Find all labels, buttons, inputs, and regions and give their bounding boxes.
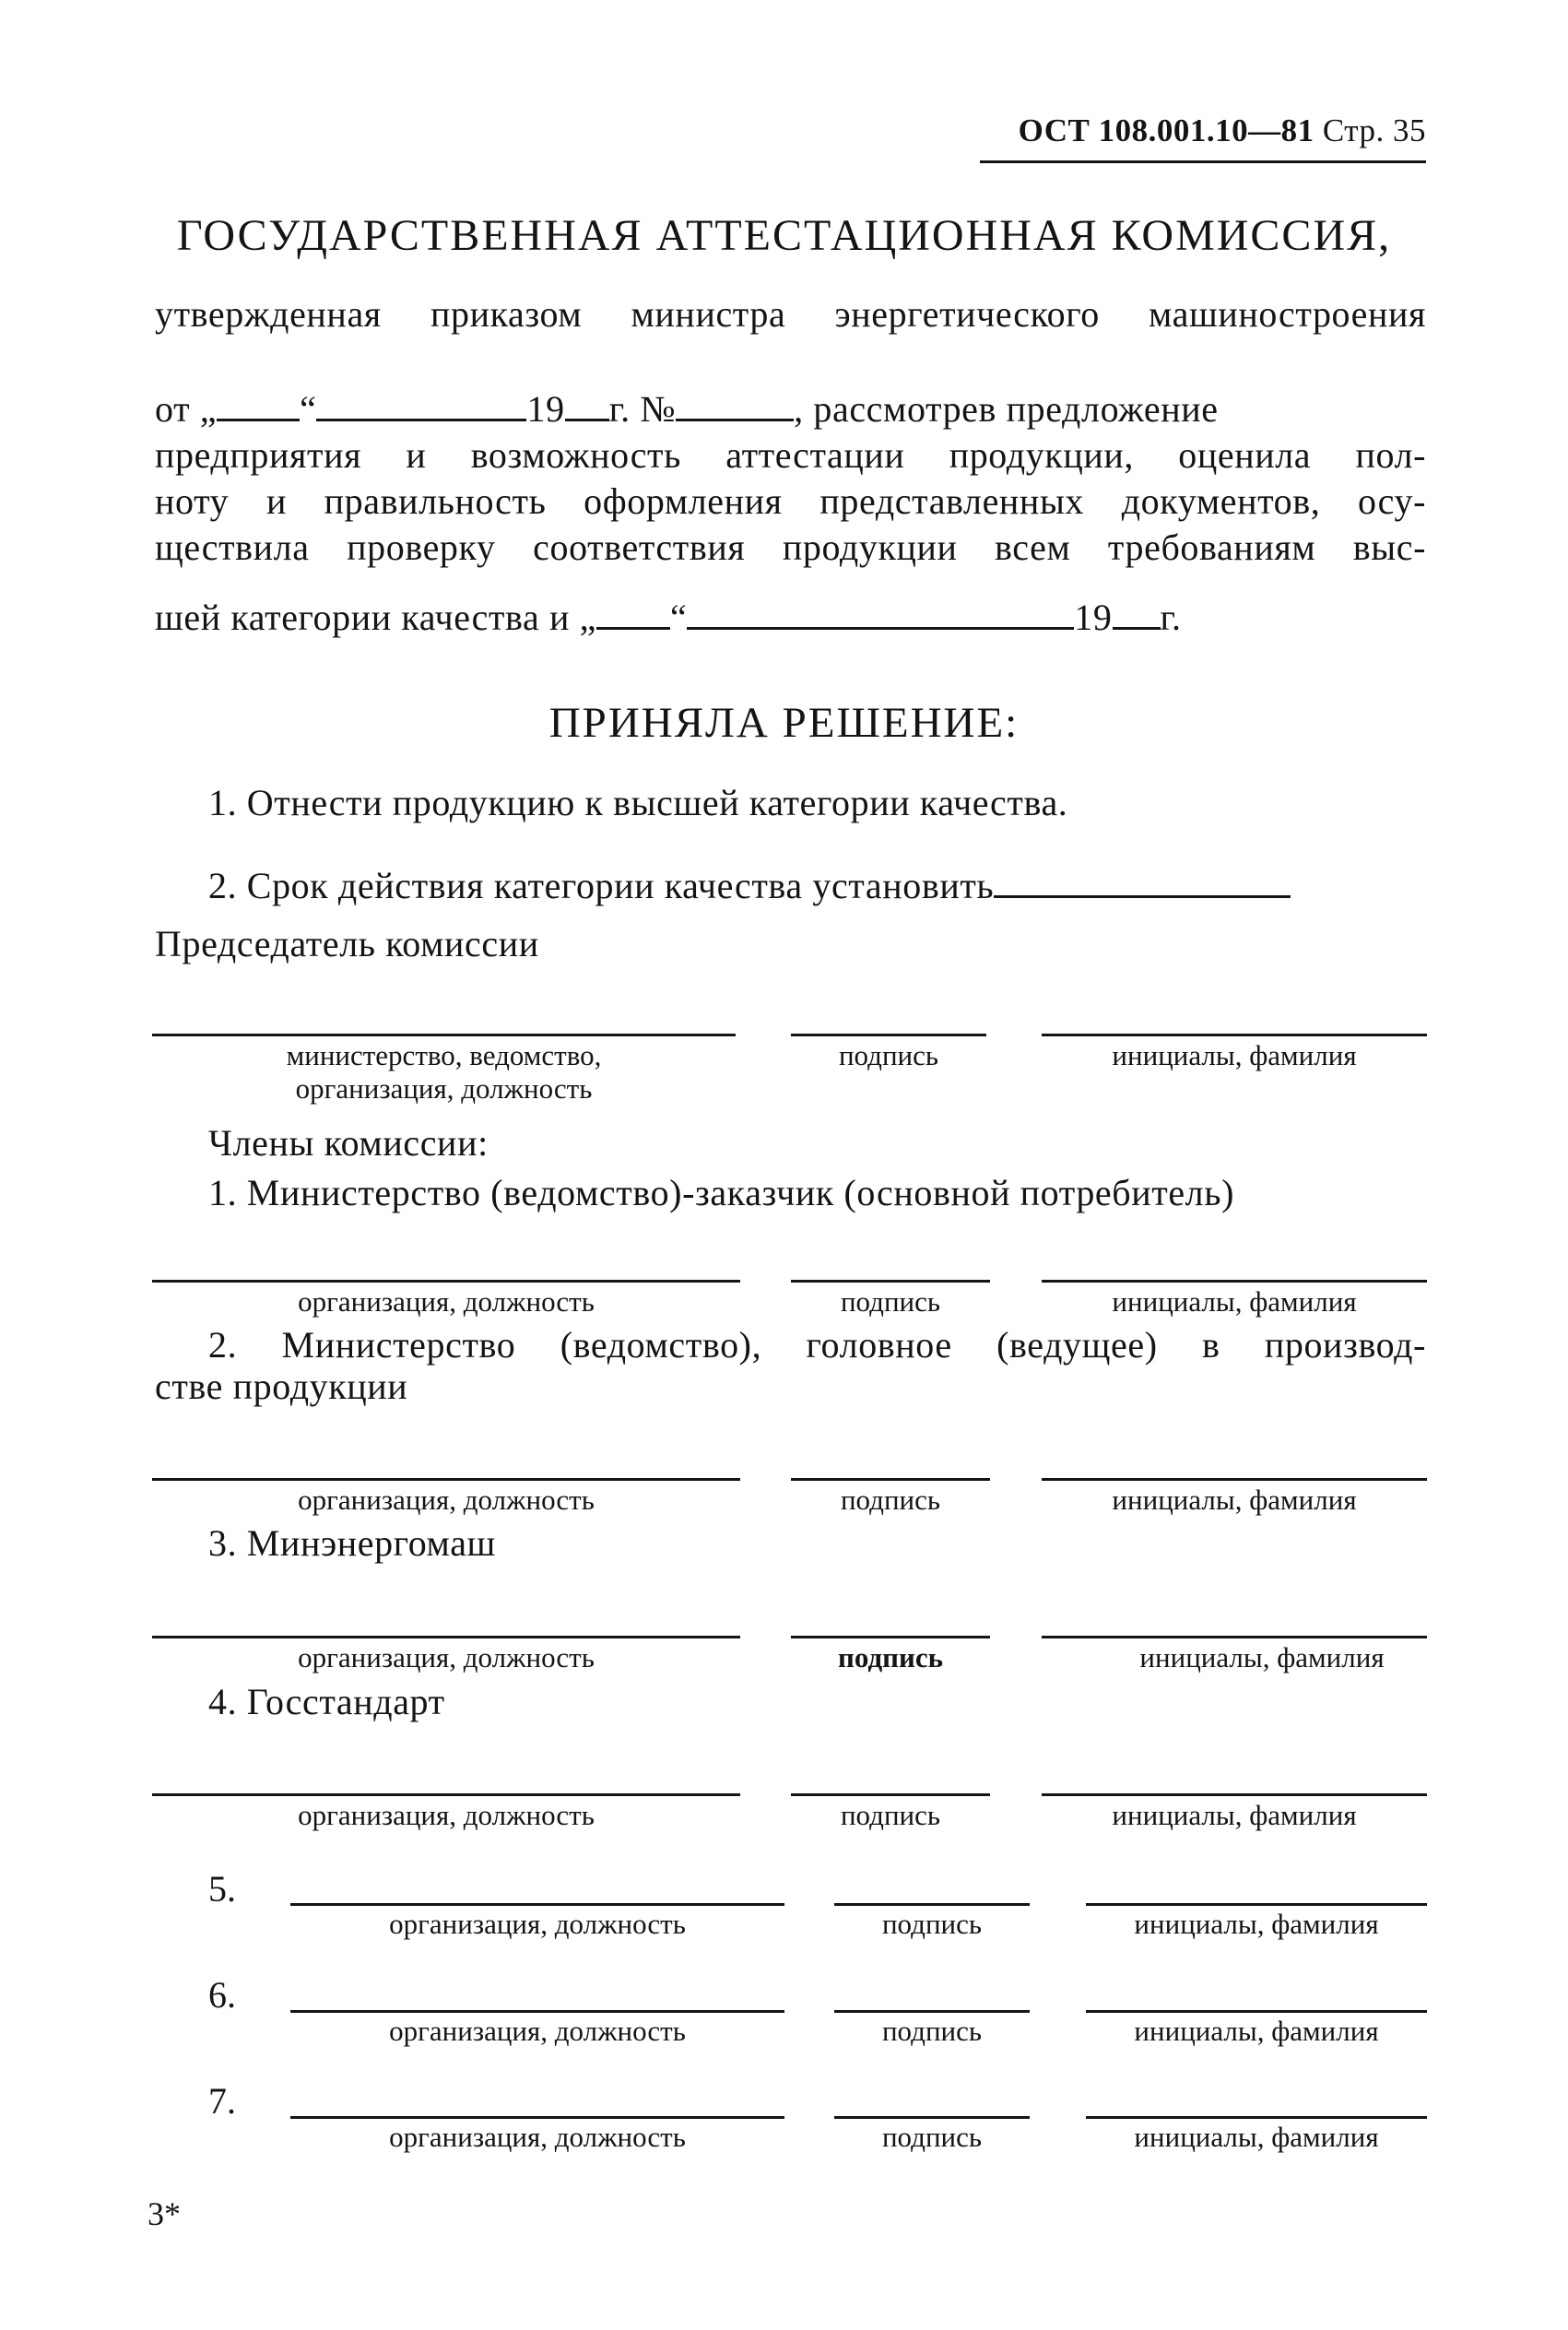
member-item-5-number: 5. bbox=[208, 1868, 236, 1910]
member-item-6-number: 6. bbox=[208, 1974, 236, 2016]
member-7-org-caption: организация, должность bbox=[389, 2121, 686, 2153]
member-5-name-caption: инициалы, фамилия bbox=[1134, 1908, 1379, 1940]
chairman-name-caption: инициалы, фамилия bbox=[1112, 1039, 1357, 1071]
member-3-org-line[interactable] bbox=[152, 1636, 740, 1638]
member-5-signature-caption: подпись bbox=[881, 1908, 983, 1940]
member-4-org-caption: организация, должность bbox=[298, 1799, 595, 1831]
member-4-signature-line[interactable] bbox=[791, 1793, 990, 1796]
intro-line-4: ноту и правильность оформления представленных документов, осу- bbox=[155, 480, 1426, 522]
year-blank-2[interactable] bbox=[1113, 599, 1161, 630]
page-label: Стр. 35 bbox=[1322, 112, 1426, 148]
member-3-name-caption: инициалы, фамилия bbox=[1139, 1641, 1385, 1674]
member-5-name-line[interactable] bbox=[1086, 1903, 1427, 1906]
doc-code: ОСТ 108.001.10—81 bbox=[1018, 112, 1315, 148]
member-4-signature-caption: подпись bbox=[840, 1799, 941, 1831]
member-item-3: 3. Минэнергомаш bbox=[208, 1522, 496, 1564]
member-7-name-line[interactable] bbox=[1086, 2116, 1427, 2119]
decision-item-2 bbox=[208, 864, 1291, 907]
intro-line-1: утвержденная приказом министра энергетического машиностроения bbox=[155, 293, 1426, 335]
member-item-2-cont: стве продукции bbox=[155, 1366, 408, 1407]
decision-item-2-text: 2. Срок действия категории качества установить bbox=[208, 865, 995, 906]
year-prefix: 19 bbox=[1074, 597, 1113, 638]
member-3-org-caption: организация, должность bbox=[298, 1641, 595, 1674]
member-2-signature-line[interactable] bbox=[791, 1478, 990, 1481]
intro-line-2-suffix: , рассмотрев предложение bbox=[794, 388, 1219, 430]
members-label: Члены комиссии: bbox=[208, 1122, 489, 1164]
month-blank[interactable] bbox=[316, 391, 526, 421]
member-item-4: 4. Госстандарт bbox=[208, 1681, 445, 1722]
day-blank-2[interactable] bbox=[596, 599, 670, 630]
caption-line: организация, должность bbox=[295, 1072, 593, 1105]
validity-blank[interactable] bbox=[994, 868, 1291, 898]
year-suffix: г. bbox=[608, 388, 631, 430]
from-label: от bbox=[155, 388, 191, 430]
member-6-signature-line[interactable] bbox=[834, 2010, 1030, 2013]
member-6-name-line[interactable] bbox=[1086, 2010, 1427, 2013]
intro-line-6-prefix: шей категории качества и bbox=[155, 597, 570, 638]
number-sign: № bbox=[640, 388, 677, 430]
year-prefix: 19 bbox=[526, 388, 565, 430]
member-item-7-number: 7. bbox=[208, 2080, 236, 2122]
member-7-name-caption: инициалы, фамилия bbox=[1134, 2121, 1379, 2153]
year-suffix: г. bbox=[1160, 597, 1182, 638]
open-quote: „ bbox=[579, 597, 596, 638]
open-quote: „ bbox=[199, 388, 218, 430]
close-quote: “ bbox=[669, 597, 688, 638]
member-7-signature-caption: подпись bbox=[881, 2121, 983, 2153]
member-4-name-line[interactable] bbox=[1042, 1793, 1427, 1796]
member-5-org-line[interactable] bbox=[290, 1903, 784, 1906]
order-number-blank[interactable] bbox=[676, 391, 794, 421]
intro-line-2 bbox=[155, 387, 1219, 431]
member-4-name-caption: инициалы, фамилия bbox=[1112, 1799, 1357, 1831]
member-1-name-caption: инициалы, фамилия bbox=[1112, 1285, 1357, 1318]
member-item-1: 1. Министерство (ведомство)-заказчик (основной потребитель) bbox=[208, 1172, 1234, 1213]
intro-line-6 bbox=[155, 596, 1182, 639]
page-title: ГОСУДАРСТВЕННАЯ АТТЕСТАЦИОННАЯ КОМИССИЯ, bbox=[176, 211, 1392, 260]
member-2-org-caption: организация, должность bbox=[298, 1484, 595, 1516]
chairman-signature-caption: подпись bbox=[838, 1039, 939, 1071]
member-7-org-line[interactable] bbox=[290, 2116, 784, 2119]
member-1-name-line[interactable] bbox=[1042, 1280, 1427, 1283]
member-1-signature-line[interactable] bbox=[791, 1280, 990, 1283]
member-2-name-caption: инициалы, фамилия bbox=[1112, 1484, 1357, 1516]
close-quote: “ bbox=[300, 388, 317, 430]
member-2-name-line[interactable] bbox=[1042, 1478, 1427, 1481]
chairman-signature-line[interactable] bbox=[791, 1034, 986, 1036]
member-1-signature-caption: подпись bbox=[840, 1285, 941, 1318]
header-rule bbox=[980, 160, 1426, 163]
member-5-org-caption: организация, должность bbox=[389, 1908, 686, 1940]
document-header bbox=[1019, 112, 1426, 149]
member-1-org-line[interactable] bbox=[152, 1280, 740, 1283]
member-6-name-caption: инициалы, фамилия bbox=[1134, 2015, 1379, 2047]
intro-line-5: ществила проверку соответствия продукции всем требованиям выс- bbox=[155, 526, 1426, 568]
member-6-org-line[interactable] bbox=[290, 2010, 784, 2013]
decision-heading: ПРИНЯЛА РЕШЕНИЕ: bbox=[548, 699, 1020, 747]
month-blank-2[interactable] bbox=[687, 599, 1074, 630]
year-blank[interactable] bbox=[565, 391, 609, 421]
member-3-name-line[interactable] bbox=[1042, 1636, 1427, 1638]
member-item-2: 2. Министерство (ведомство), головное (ведущее) в производ- bbox=[208, 1324, 1426, 1366]
day-blank[interactable] bbox=[217, 391, 300, 421]
chairman-label: Председатель комиссии bbox=[155, 923, 539, 964]
member-3-signature-caption: подпись bbox=[837, 1641, 944, 1674]
caption-line: министерство, ведомство, bbox=[286, 1039, 602, 1071]
member-3-signature-line[interactable] bbox=[791, 1636, 990, 1638]
member-6-signature-caption: подпись bbox=[881, 2015, 983, 2047]
member-2-signature-caption: подпись bbox=[840, 1484, 941, 1516]
member-2-org-line[interactable] bbox=[152, 1478, 740, 1481]
chairman-org-caption bbox=[152, 1039, 736, 1106]
member-7-signature-line[interactable] bbox=[834, 2116, 1030, 2119]
decision-item-1: 1. Отнести продукцию к высшей категории качества. bbox=[208, 782, 1068, 823]
member-4-org-line[interactable] bbox=[152, 1793, 740, 1796]
intro-line-3: предприятия и возможность аттестации продукции, оценила пол- bbox=[155, 434, 1426, 476]
chairman-org-line[interactable] bbox=[152, 1034, 736, 1036]
chairman-name-line[interactable] bbox=[1042, 1034, 1427, 1036]
member-5-signature-line[interactable] bbox=[834, 1903, 1030, 1906]
sheet-mark: 3* bbox=[147, 2195, 181, 2232]
member-1-org-caption: организация, должность bbox=[298, 1285, 595, 1318]
member-6-org-caption: организация, должность bbox=[389, 2015, 686, 2047]
